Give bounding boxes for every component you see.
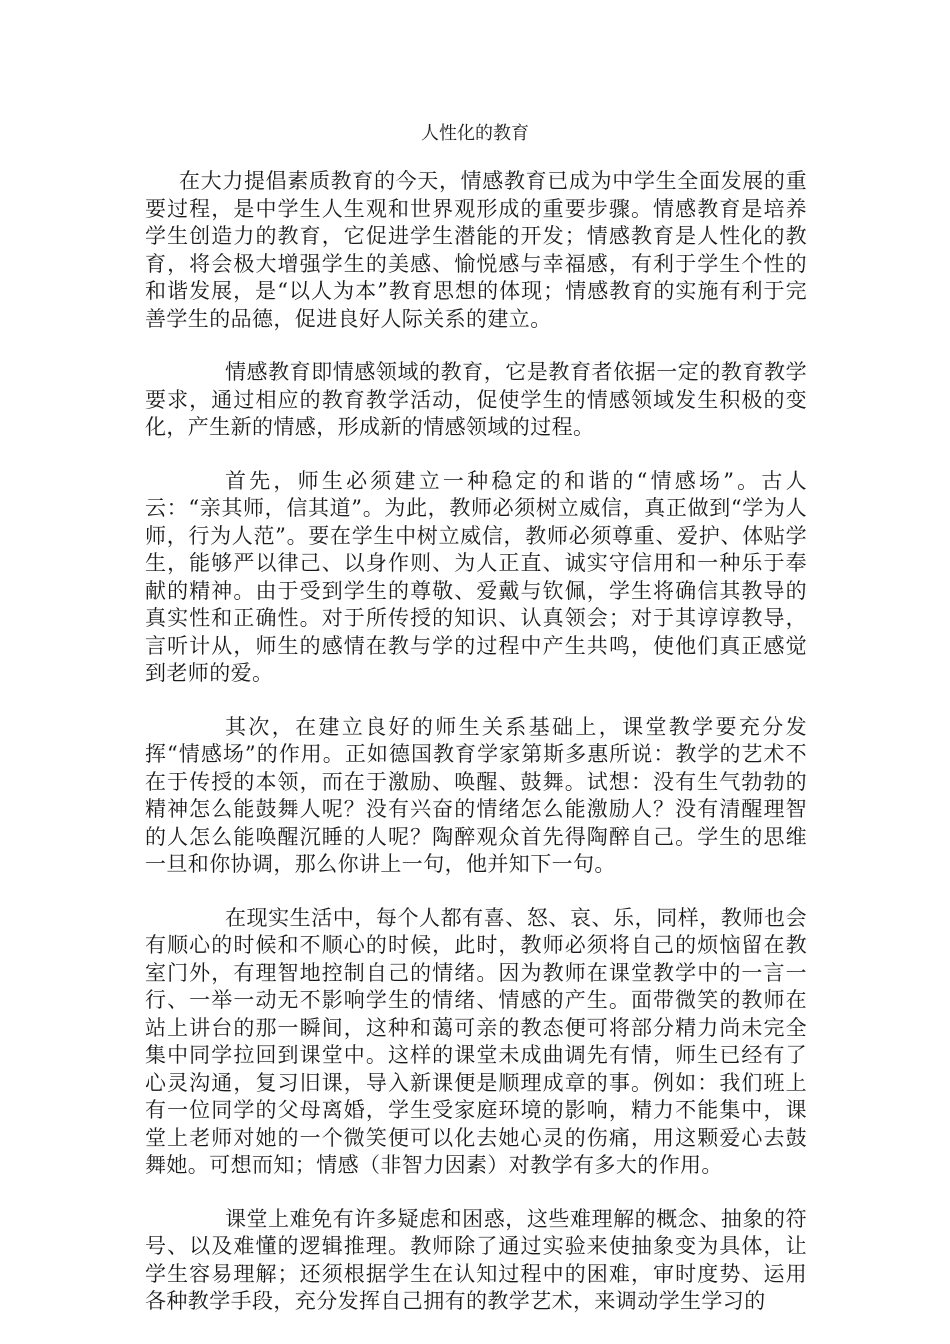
document-body: [145, 168, 807, 1342]
paragraph-real-life: 在现实生活中，每个人都有喜、怒、哀、乐，同样，教师也会有顺心的时候和不顺心的时候，此时，教师必须将自己的烦恼留在教室门外，有理智地控制自己的情绪。因为教师在课堂教学中的一言一行、一举一动无不影响学生的情绪、情感的产生。面带微笑的教师在站上讲台的那一瞬间，这种和蔼可亲的教态便可将部分精力尚未完全集中同学拉回到课堂中。这样的课堂未成曲调先有情，师生已经有了心灵沟通，复习旧课，导入新课便是顺理成章的事。例如：我们班上有一位同学的父母离婚，学生受家庭环境的影响，精力不能集中，课堂上老师对她的一个微笑便可以化去她心灵的伤痛，用这颗爱心去鼓舞她。可想而知；情感（非智力因素）对教学有多大的作用。: [145, 905, 807, 1177]
paragraph-second-point: 其次，在建立良好的师生关系基础上，课堂教学要充分发挥“情感场”的作用。正如德国教育学家第斯多惠所说：教学的艺术不在于传授的本领，而在于激励、唤醒、鼓舞。试想：没有生气勃勃的精神怎么能鼓舞人呢？没有兴奋的情绪怎么能激励人？没有清醒理智的人怎么能唤醒沉睡的人呢？陶醉观众首先得陶醉自己。学生的思维一旦和你协调，那么你讲上一句，他并知下一句。: [145, 714, 807, 876]
paragraph-definition: 情感教育即情感领域的教育，它是教育者依据一定的教育教学要求，通过相应的教育教学活动，促使学生的情感领域发生积极的变化，产生新的情感，形成新的情感领域的过程。: [145, 360, 807, 439]
paragraph-first-point: 首先，师生必须建立一种稳定的和谐的“情感场”。古人云：“亲其师，信其道”。为此，教师必须树立威信，真正做到“学为人师，行为人范”。要在学生中树立威信，教师必须尊重、爱护、体贴学生，能够严以律己、以身作则、为人正直、诚实守信用和一种乐于奉献的精神。由于受到学生的尊敬、爱戴与钦佩，学生将确信其教导的真实性和正确性。对于所传授的知识、认真领会；对于其谆谆教导，言听计从，师生的感情在教与学的过程中产生共鸣，使他们真正感觉到老师的爱。: [145, 468, 807, 685]
document-title: 人性化的教育: [421, 123, 529, 144]
paragraph-classroom-difficulties: 课堂上难免有许多疑虑和困惑，这些难理解的概念、抽象的符号、以及难懂的逻辑推理。教师除了通过实验来使抽象变为具体，让学生容易理解；还须根据学生在认知过程中的困难，审时度势、运用各种教学手段，充分发挥自己拥有的教学艺术，来调动学生学习的: [145, 1206, 807, 1313]
paragraph-intro: 在大力提倡素质教育的今天，情感教育已成为中学生全面发展的重要过程，是中学生人生观和世界观形成的重要步骤。情感教育是培养学生创造力的教育，它促进学生潜能的开发；情感教育是人性化的教育，将会极大增强学生的美感、愉悦感与幸福感，有利于学生个性的和谐发展，是“以人为本”教育思想的体现；情感教育的实施有利于完善学生的品德，促进良好人际关系的建立。: [145, 169, 807, 331]
